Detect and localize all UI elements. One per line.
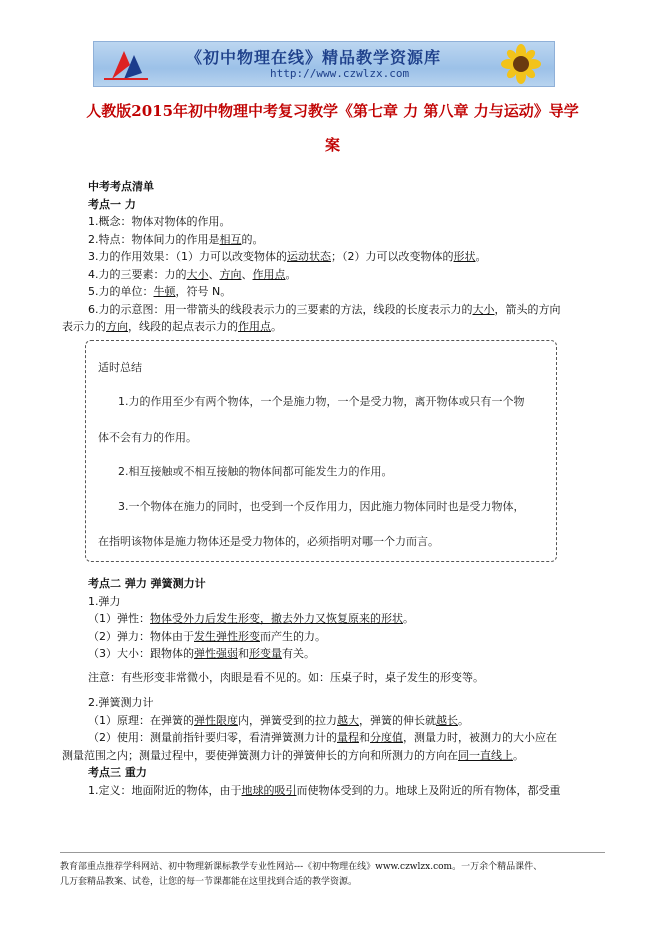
banner-url: http://www.czwlzx.com	[270, 67, 410, 80]
kp3-heading: 考点三 重力	[88, 766, 147, 779]
document-title-line1: 人教版2015年初中物理中考复习教学《第七章 力 第八章 力与运动》导学	[86, 102, 579, 120]
kp1-line3: 3.力的作用效果：（1）力可以改变物体的运动状态；（2）力可以改变物体的形状。	[88, 250, 487, 263]
kp2-heading: 考点二 弹力 弹簧测力计	[88, 577, 206, 590]
kp2-a2: （2）弹力：物体由于发生弹性形变而产生的力。	[88, 629, 326, 643]
kp2-sub2: 2.弹簧测力计	[88, 696, 154, 709]
kp2-content	[62, 575, 590, 799]
summary-point3b: 在指明该物体是施力物体还是受力物体的，必须指明对哪一个力而言。	[98, 535, 439, 548]
summary-point1a: 1.力的作用至少有两个物体，一个是施力物，一个是受力物，离开物体或只有一个物	[118, 395, 525, 408]
document-title-line2: 案	[324, 136, 340, 154]
kp3-line1: 1.定义：地面附近的物体，由于地球的吸引而使物体受到的力。地球上及附近的所有物体，都受重	[88, 783, 561, 797]
kp1-line7: 表示力的方向，线段的起点表示力的作用点。	[62, 320, 282, 333]
kp2-a3: （3）大小：跟物体的弹性强弱和形变量有关。	[88, 647, 315, 660]
logo-icon	[98, 45, 154, 83]
footer	[60, 860, 605, 890]
summary-point2: 2.相互接触或不相互接触的物体间都可能发生力的作用。	[118, 465, 393, 478]
summary-box	[85, 340, 557, 562]
document-title	[40, 94, 625, 162]
footer-line1: 教育部重点推荐学科网站、初中物理新课标教学专业性网站---《初中物理在线》www.czwlzx.com。一万余个精品课件、	[60, 862, 543, 872]
kp1-line5: 5.力的单位：牛顿，符号 N。	[88, 285, 232, 298]
footer-divider	[60, 852, 605, 853]
kp2-b3: 测量范围之内；测量过程中，要使弹簧测力计的弹簧伸长的方向和所测力的方向在同一直线上。	[62, 748, 524, 762]
main-content	[62, 178, 590, 336]
header-banner	[93, 41, 555, 87]
kp2-b1: （1）原理：在弹簧的弹性限度内，弹簧受到的拉力越大，弹簧的伸长就越长。	[88, 713, 469, 727]
summary-point1b: 体不会有力的作用。	[98, 431, 197, 444]
kp2-b2: （2）使用：测量前指针要归零，看清弹簧测力计的量程和分度值，测量力时，被测力的大小应在	[88, 731, 557, 744]
kp2-note: 注意：有些形变非常微小，肉眼是看不见的。如：压桌子时，桌子发生的形变等。	[88, 670, 484, 684]
summary-point3a: 3.一个物体在施力的同时，也受到一个反作用力，因此施力物体同时也是受力物体，	[118, 500, 525, 513]
kp1-line6: 6.力的示意图：用一带箭头的线段表示力的三要素的方法，线段的长度表示力的大小，箭头的方向	[88, 302, 561, 316]
kp1-line4: 4.力的三要素：力的大小、方向、作用点。	[88, 267, 297, 281]
banner-title: 《初中物理在线》精品教学资源库	[186, 48, 442, 67]
kp2-a1: （1）弹性：物体受外力后发生形变，撤去外力又恢复原来的形状。	[88, 612, 414, 625]
kp2-sub1: 1.弹力	[88, 594, 121, 608]
sunflower-icon	[492, 44, 550, 84]
kp1-line2: 2.特点：物体间力的作用是相互的。	[88, 232, 264, 246]
summary-title: 适时总结	[98, 361, 142, 374]
kp1-line1: 1.概念：物体对物体的作用。	[88, 215, 231, 228]
footer-line2: 几万套精品教案、试卷，让您的每一节课都能在这里找到合适的教学资源。	[60, 877, 358, 887]
section-heading: 中考考点清单	[88, 180, 154, 193]
kp1-heading: 考点一 力	[88, 197, 136, 211]
